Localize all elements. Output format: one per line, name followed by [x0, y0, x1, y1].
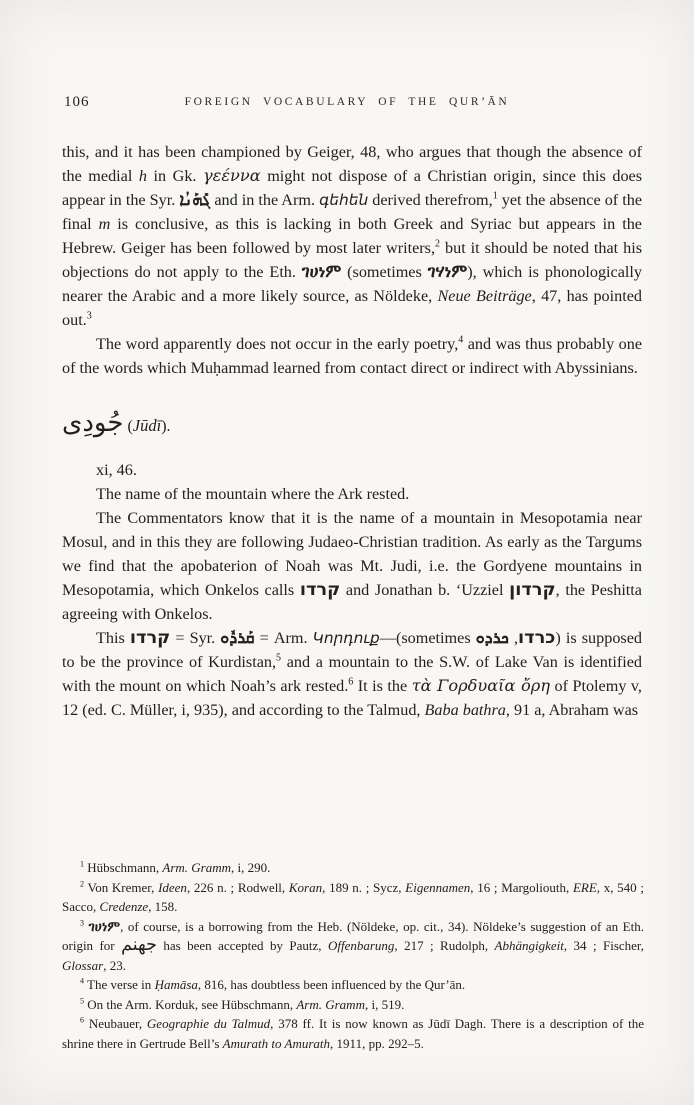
paragraph: This קרדו = Syr. ܩܰܪܕܽܘ = Arm. Կորդուք—(sometimes כרדו, ܟܪܕܘ ) is supposed to be the province of Kurdistan,$^5$ and a mountain to the S.W. of Lake Van is identified with the mount on which Noah’s ark rested.$^6$ It is the τὰ Γορδυαῖα ὄρη of Ptolemy v, 12 (ed. C. Müller, i, 935), and according to the Talmud, Baba bathra, 91 a, Abraham was [62, 627, 642, 719]
verse-reference: xi, 46. [96, 461, 137, 479]
footnote-3: $^3$ ገሀነም, of course, is a borrowing from the Heb. (Nöldeke, op. cit., 34). Nöldeke’s suggestion of an Eth. origin for جهنم has been accepted by Pautz, Offenbarung, 217 ; Rudolph, Abhängigkeit, 34 ; Fischer, Glossar, 23. [62, 918, 644, 973]
paragraph-continuation: this, and it has been championed by Geiger, 48, who argues that though the absence of the medial h in Gk. γεέννα might not dispose of a Christian origin, since this does appear in the Syr. ܓܺܗܰܢܳܐ and in the Arm. գեհեն derived therefrom,$^1$ yet the absence of the final m is conclusive, as this is lacking in both Greek and Syriac but appears in the Hebrew. Geiger has been followed by most later writers,$^2$ but it should be noted that his objections do not apply to the Eth. ገሀነም (sometimes ገሃነም), which is phonologically nearer the Arabic and a more likely source, as Nöldeke, Neue Beiträge, 47, has pointed out.$^3$ [62, 143, 643, 329]
entry-heading: جُودِى (Jūdī). [62, 408, 171, 438]
footnote-1: $^1$ Hübschmann, Arm. Gramm, i, 290. [80, 859, 271, 875]
paragraph: The Commentators know that it is the name of a mountain in Mesopotamia near Mosul, and in this they are following Judaeo-Christian tradition. As early as the Targums we find that the apobaterion of Noah was Mt. Judi, i.e. the Gordyene mountains in Mesopotamia, which Onkelos calls קרדו and Jonathan b. ‘Uzziel קרדון, the Peshitta agreeing with Onkelos. [62, 509, 642, 623]
paragraph: The word apparently does not occur in the early poetry,$^4$ and was thus probably one of the words which Muḥammad learned from contact direct or indirect with Abyssinians. [62, 334, 642, 377]
footnote-2: $^2$ Von Kremer, Ideen, 226 n. ; Rodwell, Koran, 189 n. ; Sycz, Eigennamen, 16 ; Margoliouth, ERE, x, 540 ; Sacco, Credenze, 158. [62, 879, 644, 914]
body-text [62, 140, 642, 722]
page-header [0, 94, 694, 116]
running-title: FOREIGN VOCABULARY OF THE QUR’ĀN [184, 96, 510, 108]
footnote-5: $^5$ On the Arm. Korduk, see Hübschmann, Arm. Gramm, i, 519. [80, 996, 405, 1012]
entry-gloss: The name of the mountain where the Ark rested. [96, 485, 410, 503]
footnote-6: $^6$ Neubauer, Geographie du Talmud, 378 ff. It is now known as Jūdī Dagh. There is a description of the shrine there in Gertrude Bell’s Amurath to Amurath, 1911, pp. 292–5. [62, 1015, 644, 1051]
footnotes [62, 858, 644, 1053]
page-number: 106 [64, 94, 90, 110]
footnote-4: $^4$ The verse in Ḥamāsa, 816, has doubtless been influenced by the Qur’ān. [80, 976, 466, 992]
